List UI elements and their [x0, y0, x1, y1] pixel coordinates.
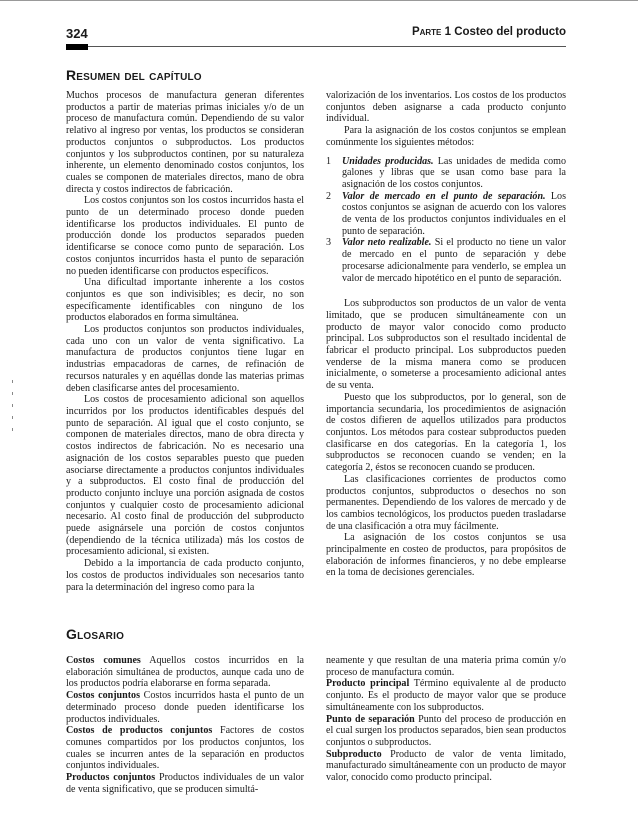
part-title: Costeo del producto	[454, 26, 566, 38]
summary-paragraph: Los productos conjuntos son productos individuales, cada uno con un valor de venta significativo. La manufactura de productos conjuntos tiene lugar en industrias empacadoras de carnes, de refinación de recursos naturales y en aquéllas donde las materias primas deben clasificarse antes del procesamiento.	[66, 324, 304, 394]
method-text: Los costos conjuntos se asignan de acuerdo con los valores de venta de los productos conjuntos individuales en el punto de separación.	[342, 190, 566, 237]
summary-paragraph: Los costos de procesamiento adicional son aquellos incurridos por los productos identificables después del punto de separación. Al igual que el costo conjunto, se componen de materiales directos, mano de obra directa y costos indirectos de fabricación. No es necesario una asignación de los costos separables puesto que pueden asociarse directamente a productos conjuntos individuales y a subproductos. El costo final de producción del producto conjunto incluye una porción asignada de costos conjuntos y cualquier costo de procesamiento adicional necesario. Al costo final de producción del subproducto puede asignársele una porción de costos conjuntos (dependiendo de la técnica utilizada) más los costos de procesamiento adicional, si existen.	[66, 394, 304, 558]
glossary-continuation: neamente y que resultan de una materia prima común y/o proceso de manufactura común.	[326, 655, 566, 678]
glossary-definition: Productos individuales de un valor de venta significativo, que se producen simultá-	[66, 772, 305, 795]
part-label: Parte 1	[411, 26, 451, 38]
summary-paragraph: valorización de los inventarios. Los costos de los productos conjuntos deben asignarse a cada producto conjunto individual.	[326, 90, 566, 125]
summary-paragraph: Los subproductos son productos de un valor de venta limitado, que se producen simultáneamente con un producto de mayor valor conocido como producto principal. Los subproductos son el resultado incidental de fabricar el producto principal. Los subproductos pueden venderse de la misma manera como se producen inicialmente, o someterse a procesamiento adicional antes de su venta.	[326, 298, 566, 392]
header-rule-line	[88, 46, 566, 47]
glossary-term: Costos de productos conjuntos	[66, 725, 213, 737]
glossary-term: Costos conjuntos	[66, 690, 140, 702]
summary-paragraph: Los costos conjuntos son los costos incurridos hasta el punto de un determinado proceso donde pueden identificarse los productos individuales. El punto de producción donde los productos separados pueden identificarse se conoce como punto de separación. Los costos conjuntos incurridos hasta el punto de separación no pueden identificarse con productos específicos.	[66, 195, 304, 277]
method-item	[326, 237, 566, 284]
method-item	[326, 156, 566, 191]
method-number: 1	[326, 155, 332, 167]
page-number: 324	[66, 26, 88, 41]
glossary-right-column	[326, 655, 566, 784]
glossary-definition: Costos incurridos hasta el punto de un determinado proceso donde pueden identificarse los productos individuales.	[66, 690, 304, 725]
glossary-entry	[66, 772, 304, 795]
method-text: Si el producto no tiene un valor de mercado en el punto de separación y debe procesarse adicionalmente para venderlo, se emplea un valor de mercado hipotético en el punto de separación.	[342, 237, 566, 284]
method-name: Valor neto realizable.	[342, 237, 432, 249]
summary-paragraph: Para la asignación de los costos conjuntos se emplean comúnmente los siguientes métodos:	[326, 125, 566, 148]
method-number: 3	[326, 237, 332, 249]
method-text: Las unidades de medida como galones y libras que se usan como base para la asignación de los costos conjuntos.	[342, 155, 567, 190]
glossary-definition: Término equivalente al de producto conjunto. Es el producto de mayor valor que se produce simultáneamente con los subproductos.	[326, 678, 566, 713]
summary-paragraph: Muchos procesos de manufactura generan diferentes productos a partir de materias primas iniciales y/o de un proceso de manufactura común. Dependiendo de su valor relativo al ingreso por ventas, los productos se consideran productos conjuntos o subproductos. Los productos conjuntos y los subproductos continen, por su naturaleza inherente, un elemento denominado costos conjuntos, los cuales se componen de materiales directos, mano de obra directa y costos indirectos de fabricación.	[66, 90, 304, 195]
summary-paragraph: Una dificultad importante inherente a los costos conjuntos es que son indivisibles; es decir, no son específicamente identificables con ninguno de los productos elaborados en forma simultánea.	[66, 277, 304, 324]
glossary-heading: Glosario	[66, 626, 125, 642]
glossary-term: Subproducto	[326, 748, 382, 760]
method-item	[326, 191, 566, 238]
running-header	[66, 26, 566, 42]
summary-paragraph: Las clasificaciones corrientes de productos como productos conjuntos, subproductos o desechos no son permanentes. Dependiendo de los valores de mercado y de los cambios tecnológicos, los productos pueden trasladarse de una clasificación a otra muy fácilmente.	[326, 473, 566, 532]
method-name: Valor de mercado en el punto de separación.	[342, 190, 546, 202]
glossary-entry	[66, 690, 304, 725]
margin-marks	[12, 380, 16, 440]
glossary-entry	[326, 714, 566, 749]
summary-paragraph: Debido a la importancia de cada producto conjunto, los costos de productos individuales son necesarios tanto para la determinación del ingreso como para la	[66, 558, 304, 593]
glossary-entry	[326, 749, 566, 784]
summary-paragraph: La asignación de los costos conjuntos se usa principalmente en costeo de productos, para propósitos de elaboración de informes financieros, y no debe emplearse en la toma de decisiones gerenciales.	[326, 532, 566, 579]
header-rule-bar	[66, 44, 88, 50]
summary-left-column	[66, 90, 304, 593]
glossary-entry	[66, 725, 304, 772]
summary-heading: Resumen del capítulo	[66, 67, 202, 83]
glossary-definition: Factores de costos comunes compartidos por los productos conjuntos, los cuales se incurren antes de la separación en productos conjuntos individuales.	[66, 725, 304, 772]
method-number: 2	[326, 190, 332, 202]
glossary-left-column	[66, 655, 304, 795]
glossary-entry	[326, 678, 566, 713]
running-title	[412, 26, 566, 38]
glossary-definition: Punto del proceso de producción en el cual surgen los productos separados, bien sean productos conjuntos o subproductos.	[326, 713, 567, 748]
glossary-term: Costos comunes	[66, 655, 141, 666]
top-edge-line	[0, 0, 638, 1]
glossary-definition: Producto de valor de venta limitado, manufacturado simultáneamente con un producto de mayor valor, conocido como producto principal.	[326, 748, 566, 784]
glossary-term: Productos conjuntos	[66, 772, 156, 784]
glossary-term: Punto de separación	[326, 713, 415, 725]
glossary-definition: Aquellos costos incurridos en la elaboración simultánea de productos, aunque cada uno de los productos podría elaborarse en forma separada.	[66, 655, 304, 690]
glossary-term: Producto principal	[326, 678, 410, 690]
glossary-entry	[66, 655, 304, 690]
method-name: Unidades producidas.	[342, 155, 434, 167]
summary-right-column	[326, 90, 566, 579]
summary-paragraph: Puesto que los subproductos, por lo general, son de importancia secundaria, los procedimientos de asignación de costos difieren de aquellos utilizados para productos conjuntos. Los métodos para costear subproductos pueden clasificarse en dos categorías. En la categoría 1, los subproductos se reconocen cuando se venden; en la categoría 2, éstos se reconocen cuando se producen.	[326, 391, 566, 474]
